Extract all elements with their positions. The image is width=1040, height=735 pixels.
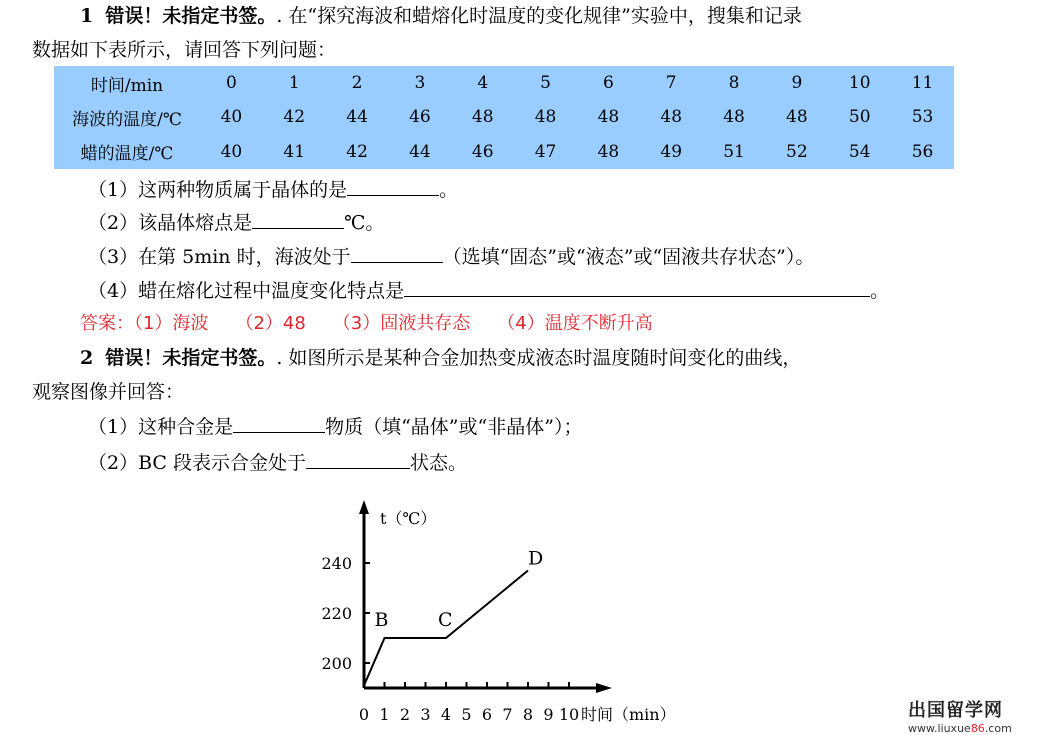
logo-url-number: 86 (970, 722, 985, 735)
x-tick-label: 4 (440, 705, 452, 724)
y-tick-label: 220 (321, 604, 352, 623)
logo-title: 出国留学网 (908, 700, 1003, 721)
answer-blank[interactable] (351, 244, 443, 263)
table-time-cell: 10 (848, 73, 871, 94)
q1-heading (80, 4, 802, 28)
table-value-cell: 56 (911, 141, 934, 162)
answer-blank[interactable] (252, 210, 344, 229)
table-value-cell: 40 (220, 107, 243, 128)
q1-sub2-end: ℃。 (344, 212, 385, 234)
q1-sub1-text: （1）这两种物质属于晶体的是 (88, 179, 348, 201)
table-value-cell: 46 (471, 141, 494, 162)
temperature-time-chart (300, 498, 720, 730)
table-value-cell: 50 (848, 107, 871, 128)
x-tick-label: 8 (522, 705, 534, 724)
q1-number: 1 (80, 5, 94, 27)
table-time-cell: 11 (911, 73, 934, 94)
table-time-cell: 1 (288, 73, 300, 94)
site-logo (908, 696, 1012, 735)
q2-sub1-text: （1）这种合金是 (88, 416, 234, 438)
point-label: D (528, 547, 544, 570)
q1-intro-line2: 数据如下表所示，请回答下列问题： (32, 39, 337, 61)
q1-sub2-text: （2）该晶体熔点是 (88, 212, 253, 234)
point-label: B (374, 609, 389, 631)
table-time-cell: 4 (477, 73, 489, 94)
logo-url (908, 722, 1012, 735)
q2-sub2-text: （2）BC 段表示合金处于 (88, 452, 306, 474)
answer-blank[interactable] (347, 177, 439, 196)
table-time-cell: 8 (728, 73, 740, 94)
table-value-cell: 44 (346, 107, 368, 128)
table-time-cell: 7 (665, 73, 677, 94)
q1-sub4-end: 。 (870, 280, 890, 302)
answer-blank[interactable] (233, 414, 325, 433)
q2-sub1 (88, 414, 582, 439)
table-value-cell: 49 (660, 141, 683, 162)
table-value-cell: 42 (346, 141, 368, 162)
table-time-cell: 0 (226, 73, 237, 94)
q1-answer: 答案：（1）海波 （2）48 （3）固液共存态 （4）温度不断升高 (80, 313, 653, 334)
table-value-cell: 44 (409, 141, 431, 162)
table-value-cell: 48 (471, 107, 494, 128)
x-tick-label: 3 (420, 705, 431, 724)
table-time-cell: 3 (414, 73, 426, 94)
x-tick-label: 9 (543, 705, 554, 724)
x-axis-arrow (596, 683, 612, 693)
logo-url-prefix: www.liuxue (908, 722, 971, 735)
x-tick-label: 0 (358, 705, 370, 724)
table-row-label: 蜡的温度/℃ (80, 144, 174, 165)
x-tick-label: 1 (379, 705, 390, 724)
table-value-cell: 48 (597, 107, 620, 128)
point-label: C (438, 609, 453, 631)
x-tick-label: 5 (461, 705, 472, 724)
q2-number: 2 (80, 347, 94, 369)
table-value-cell: 40 (220, 141, 243, 162)
data-table-body (54, 66, 954, 169)
table-value-cell: 48 (597, 141, 620, 162)
y-tick-label: 200 (321, 654, 352, 673)
table-time-cell: 6 (602, 73, 614, 94)
y-tick-label: 240 (321, 554, 352, 573)
q2-sub1-end: 物质（填“晶体”或“非晶体”）； (325, 416, 583, 438)
y-axis-label: t（℃） (380, 509, 437, 528)
table-value-cell: 42 (283, 107, 306, 128)
q2-intro-line2: 观察图像并回答： (32, 381, 185, 403)
x-tick-label: 10 (558, 705, 580, 724)
q1-sub3-end: （选填“固态”或“液态”或“固液共存状态”）。 (442, 246, 815, 268)
table-value-cell: 53 (911, 107, 934, 128)
table-row (54, 100, 954, 134)
q1-sub3-text: （3）在第 5min 时，海波处于 (88, 246, 351, 268)
table-value-cell: 52 (786, 141, 808, 162)
answer-blank[interactable] (306, 450, 410, 469)
table-row-label: 海波的温度/℃ (72, 109, 182, 130)
q2-error-text: 错误！未指定书签。 (105, 347, 277, 369)
table-value-cell: 48 (786, 107, 808, 128)
table-value-cell: 48 (660, 107, 683, 128)
q1-sub1-end: 。 (439, 179, 459, 201)
data-table (54, 66, 954, 169)
table-value-cell: 48 (723, 107, 745, 128)
q2-intro-text: . 如图所示是某种合金加热变成液态时温度随时间变化的曲线， (276, 347, 802, 369)
x-tick-label: 2 (399, 705, 411, 724)
table-row (54, 135, 954, 169)
x-tick-label: 7 (502, 705, 513, 724)
y-axis-arrow (359, 500, 369, 514)
q1-sub3 (88, 244, 814, 269)
table-header-cell: 时间/min (90, 75, 164, 96)
table-value-cell: 46 (409, 107, 431, 128)
q2-sub2 (88, 450, 467, 475)
q1-sub4-text: （4）蜡在熔化过程中温度变化特点是 (88, 280, 405, 302)
table-time-cell: 9 (791, 73, 803, 94)
q1-intro-text: . 在“探究海波和蜡熔化时温度的变化规律”实验中，搜集和记录 (276, 5, 802, 27)
q2-heading (80, 346, 801, 370)
q2-sub2-end: 状态。 (409, 452, 467, 474)
table-value-cell: 51 (723, 141, 745, 162)
q1-sub2 (88, 210, 384, 235)
table-time-cell: 5 (540, 73, 551, 94)
q1-error-text: 错误！未指定书签。 (105, 5, 277, 27)
logo-url-suffix: .com (984, 722, 1012, 735)
table-row (54, 66, 954, 100)
q1-sub4 (88, 278, 889, 303)
table-value-cell: 41 (283, 141, 306, 162)
table-value-cell: 47 (534, 141, 557, 162)
table-time-cell: 2 (351, 73, 363, 94)
table-value-cell: 54 (848, 141, 871, 162)
answer-blank[interactable] (404, 278, 870, 297)
q1-sub1 (88, 177, 458, 202)
x-axis-label: 时间（min） (581, 705, 676, 724)
table-value-cell: 48 (534, 107, 557, 128)
x-tick-label: 6 (481, 705, 493, 724)
